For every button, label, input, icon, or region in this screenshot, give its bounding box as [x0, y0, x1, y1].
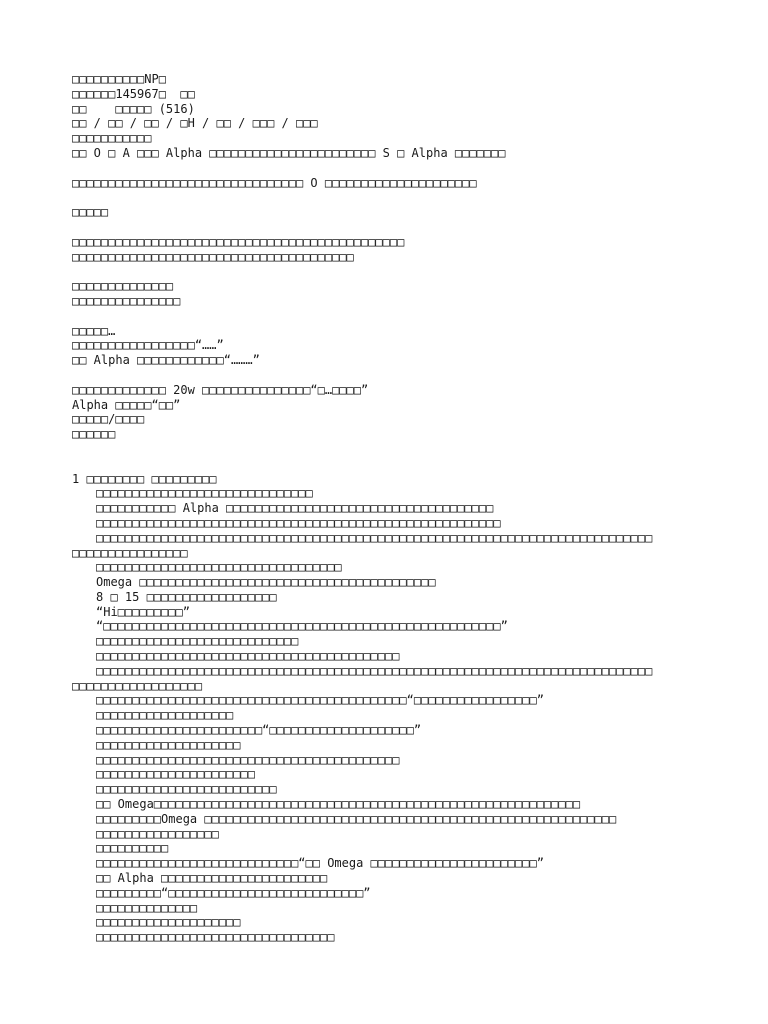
chapter-heading: 1 □□□□□□□□ □□□□□□□□□ — [72, 471, 217, 486]
chapter-line: □□□□□□□□□□□□□□□□□□□□□□□□□ — [96, 782, 277, 797]
chapter-line: □□□□□□□□□□□□□□□□□□□□ — [96, 915, 241, 930]
chapter-line: □□□□□□□□□Omega □□□□□□□□□□□□□□□□□□□□□□□□□□□□□□□□□□□□□□□□□□□□□□□□□□□□□□□□□ — [96, 811, 617, 826]
chapter-line: □□ Omega□□□□□□□□□□□□□□□□□□□□□□□□□□□□□□□□□□□□□□□□□□□□□□□□□□□□□□□□□□□ — [96, 797, 581, 812]
chapter-line: □□□□□□□□□□□□□□□□□□□□□□ — [96, 767, 255, 782]
intro-text: □□□□□□□□□□□□□□□□□□□□□□□□□□□□□□□□ O □□□□□□□□□□□□□□□□□□□□□ — [72, 175, 477, 190]
paragraph-line: □□□□□□□□□□□□□ 20w □□□□□□□□□□□□□□□“□…□□□□” — [72, 382, 369, 397]
chapter-line: □□□□□□□□□□□□□□ — [96, 900, 198, 915]
document-header — [72, 72, 712, 161]
paragraph-line: □□ Alpha □□□□□□□□□□□□“………” — [72, 353, 260, 368]
paragraph-line: □□□□□□□□□□□□□□□ — [72, 293, 181, 308]
chapter-line: □□□□□□□□□□□□□□□□□□□□□□□□□□□□□□□□□□□□□□□□□□ — [96, 752, 400, 767]
chapter-line: 8 □ 15 □□□□□□□□□□□□□□□□□□ — [96, 589, 277, 604]
chapter-line: □□□□□□□□□□□□□□□□□□□□□□□□□□□□□□□□□□ — [96, 560, 342, 575]
chapter-line: □□ Alpha □□□□□□□□□□□□□□□□□□□□□□□ — [96, 871, 328, 886]
document-page — [72, 72, 712, 945]
paragraph-c — [72, 324, 712, 368]
subtitle-line: □□□□□□□□□□□ — [72, 131, 152, 146]
chapter-line: □□□□□□□□□□□□□□□□□□□□□□□□□□□□□□□□□□□□□□□□□□ — [96, 649, 400, 664]
summary-line: □□ O □ A □□□ Alpha □□□□□□□□□□□□□□□□□□□□□□□ S □ Alpha □□□□□□□ — [72, 145, 506, 160]
tag-list: □□ / □□ / □□ / □H / □□ / □□□ / □□□ — [72, 116, 318, 131]
paragraph-line: □□□□□□□□□□□□□□ — [72, 279, 174, 294]
chapter-line: “Hi□□□□□□□□□” — [96, 604, 190, 619]
chapter-line: □□□□□□□□□□□□□□□□□□□□□□□“□□□□□□□□□□□□□□□□□□□□” — [96, 723, 422, 738]
chapter-line: □□□□□□□□□□□□□□□□□□□ — [96, 708, 234, 723]
paragraph-b — [72, 279, 712, 309]
paragraph-line: Alpha □□□□□“□□” — [72, 397, 181, 412]
paragraph-line: □□□□□□□□□□□□□□□□□□□□□□□□□□□□□□□□□□□□□□□□□□□□□□ — [72, 234, 405, 249]
chapter-line: □□□□□□□□□□□□□□□□□□□□□□□□□□□□□□□□□□□□□□□□□□□□□□□□□□□□□□□□□□□□□□□□□□□□□□□□□□□□□ — [96, 663, 653, 678]
chapter-line: □□□□□□□□□□□□□□□□□□□□ — [96, 737, 241, 752]
chapter-line: □□□□□□□□□□□□□□□□□□□□□□□□□□□□ — [96, 634, 299, 649]
chapter-section — [72, 472, 712, 946]
chapter-line: □□□□□□□□□□□□□□□□□□□□□□□□□□□□□□□□□□□□□□□□□□□□□□□□□□□□□□□□ — [96, 515, 501, 530]
record-number: □□□□□□145967□ □□ — [72, 86, 195, 101]
chapter-body — [72, 486, 712, 945]
paragraph-line: □□□□□□□□□□□□□□□□□“……” — [72, 338, 224, 353]
section-label: □□□□□ — [72, 205, 109, 220]
chapter-line: □□□□□□□□□□□□□□□□□□ — [72, 678, 203, 693]
source-label: □□□□□□□□□□NP□ — [72, 72, 166, 86]
chapter-line: □□□□□□□□□“□□□□□□□□□□□□□□□□□□□□□□□□□□□” — [96, 885, 371, 900]
chapter-line: □□□□□□□□□□□ Alpha □□□□□□□□□□□□□□□□□□□□□□□□□□□□□□□□□□□□□ — [96, 501, 494, 516]
chapter-line: Omega □□□□□□□□□□□□□□□□□□□□□□□□□□□□□□□□□□□□□□□□□ — [96, 575, 436, 590]
paragraph-line: □□□□□… — [72, 323, 116, 338]
chapter-line: □□□□□□□□□□□□□□□□□□□□□□□□□□□□□□□□□□□□□□□□□□□“□□□□□□□□□□□□□□□□□” — [96, 693, 544, 708]
chapter-line: □□□□□□□□□□□□□□□□ — [72, 545, 188, 560]
chapter-line: □□□□□□□□□□ — [96, 841, 169, 856]
chapter-line: □□□□□□□□□□□□□□□□□□□□□□□□□□□□“□□ Omega □□□□□□□□□□□□□□□□□□□□□□□” — [96, 856, 544, 871]
paragraph-a — [72, 235, 712, 265]
paragraph-line: □□□□□□ — [72, 427, 116, 442]
chapter-line: □□□□□□□□□□□□□□□□□□□□□□□□□□□□□□□□□□□□□□□□□□□□□□□□□□□□□□□□□□□□□□□□□□□□□□□□□□□□□ — [96, 530, 653, 545]
chapter-line: □□□□□□□□□□□□□□□□□□□□□□□□□□□□□□ — [96, 486, 313, 501]
paragraph-line: □□□□□/□□□□ — [72, 412, 145, 427]
chapter-line: “□□□□□□□□□□□□□□□□□□□□□□□□□□□□□□□□□□□□□□□□□□□□□□□□□□□□□□□” — [96, 619, 508, 634]
paragraph-d — [72, 383, 712, 442]
title-line: □□ □□□□□ (516) — [72, 101, 195, 116]
chapter-line: □□□□□□□□□□□□□□□□□ — [96, 826, 219, 841]
chapter-line: □□□□□□□□□□□□□□□□□□□□□□□□□□□□□□□□□ — [96, 930, 335, 945]
paragraph-line: □□□□□□□□□□□□□□□□□□□□□□□□□□□□□□□□□□□□□□□ — [72, 249, 354, 264]
